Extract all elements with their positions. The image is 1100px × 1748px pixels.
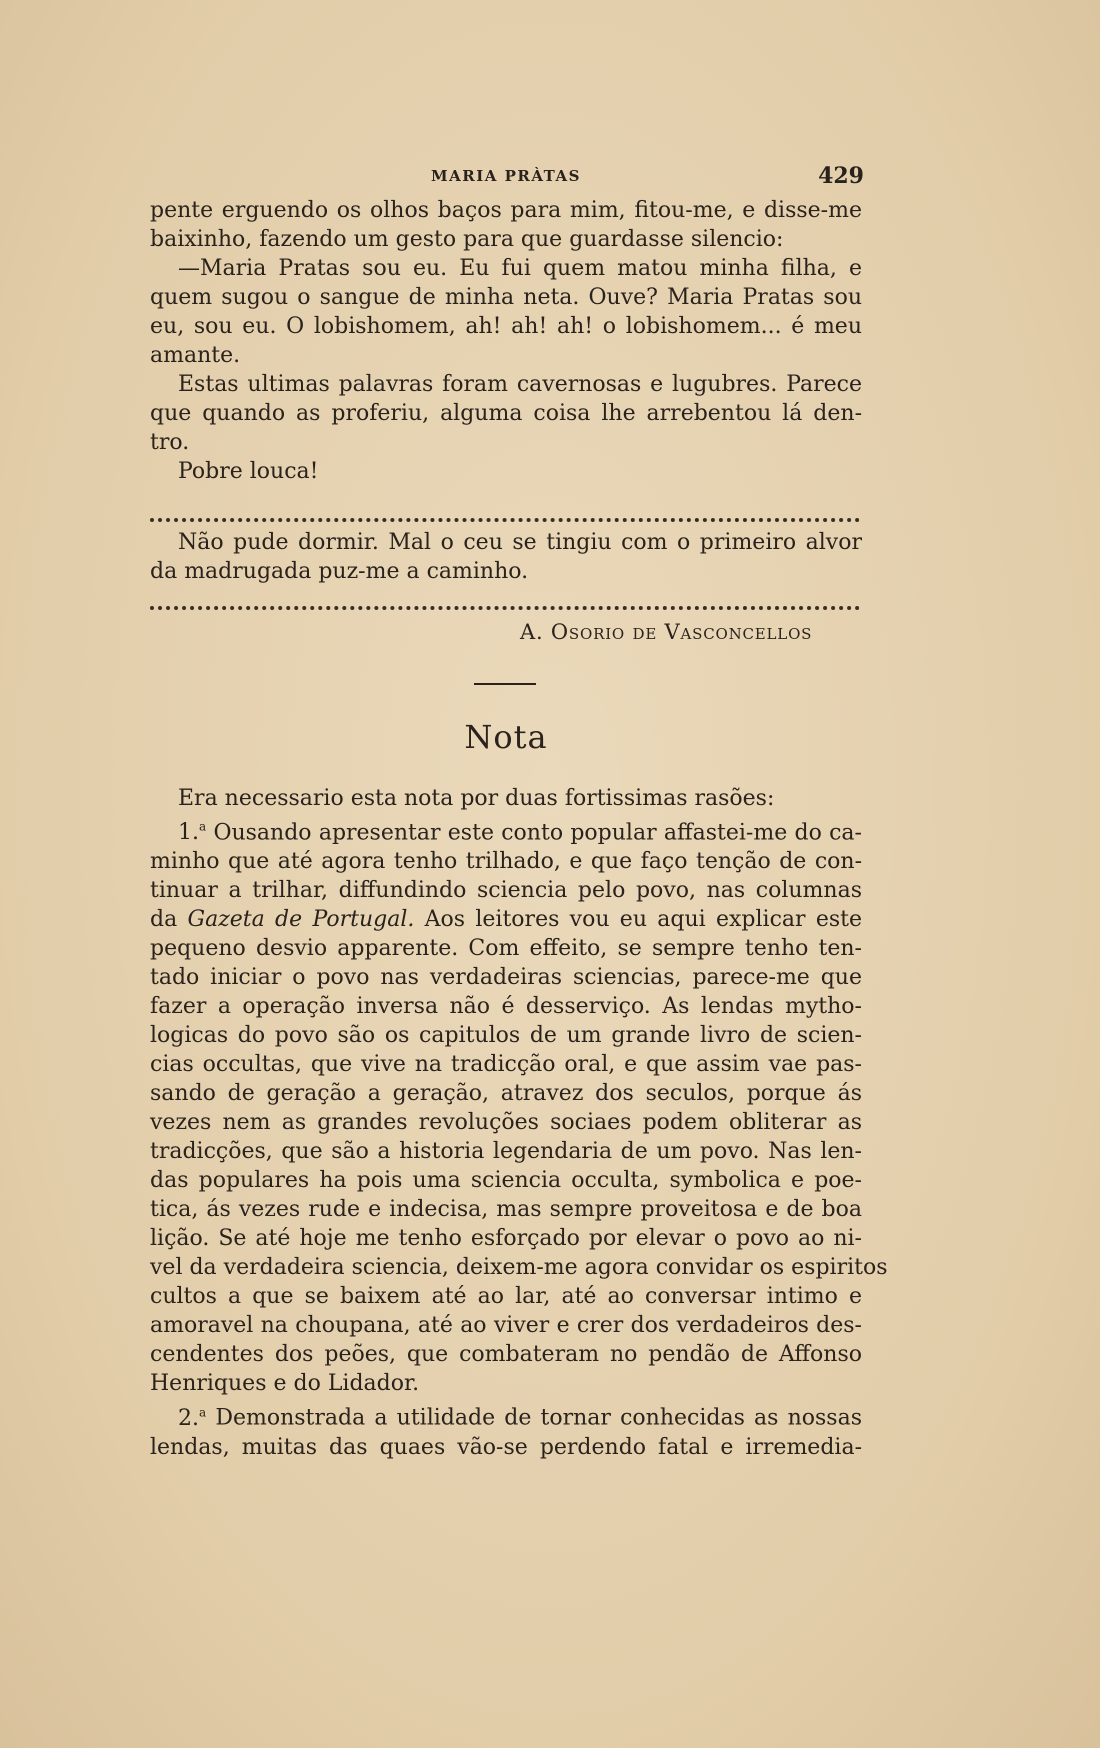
author-signature: A. Osorio de Vasconcellos: [520, 620, 813, 644]
text-line: 2.$^a$ Demonstrada a utilidade de tornar conhecidas as nossas: [178, 1405, 862, 1431]
text-line: amoravel na choupana, até ao viver e crer dos verdadeiros des-: [150, 1313, 862, 1339]
text-line: tinuar a trilhar, diffundindo sciencia pelo povo, nas columnas: [150, 878, 862, 904]
dotted-separator: [150, 596, 860, 610]
text-line: cultos a que se baixem até ao lar, até ao conversar intimo e: [150, 1284, 862, 1310]
running-head: [148, 163, 864, 191]
text-line: eu, sou eu. O lobishomem, ah! ah! ah! o lobishomem... é meu: [150, 314, 862, 339]
page-number: 429: [818, 163, 864, 189]
text-line: tica, ás vezes rude e indecisa, mas sempre proveitosa e de boa: [150, 1197, 862, 1223]
story-text: [150, 196, 862, 486]
text-line: logicas do povo são os capitulos de um grande livro de scien-: [150, 1023, 862, 1049]
text-line: Não pude dormir. Mal o ceu se tingiu com o primeiro alvor: [178, 530, 862, 555]
text-line: amante.: [150, 343, 241, 368]
text-line: pequeno desvio apparente. Com effeito, se sempre tenho ten-: [150, 936, 862, 962]
text-line: que quando as proferiu, alguma coisa lhe arrebentou lá den-: [150, 401, 862, 426]
note-text: [150, 784, 888, 1462]
publication-title: Gazeta de Portugal.: [187, 907, 415, 933]
text-line: Pobre louca!: [178, 459, 319, 484]
running-title: MARIA PRÀTAS: [431, 167, 581, 185]
text-line: da Gazeta de Portugal. Aos leitores vou eu aqui explicar este: [150, 907, 862, 933]
text-line: cendentes dos peões, que combateram no pendão de Affonso: [150, 1342, 862, 1368]
text-line: tradicções, que são a historia legendaria de um povo. Nas len-: [150, 1139, 862, 1165]
ordinal-marker: 2.$^a$: [178, 1405, 207, 1431]
text-line: lendas, muitas das quaes vão-se perdendo fatal e irremedia-: [150, 1434, 862, 1460]
text-line: Estas ultimas palavras foram cavernosas e lugubres. Parece: [178, 372, 862, 397]
text-line: tado iniciar o povo nas verdadeiras sciencias, parece-me que: [150, 965, 862, 991]
ordinal-marker: 1.$^a$: [178, 820, 207, 846]
text-line: minho que até agora tenho trilhado, e que faço tenção de con-: [150, 849, 862, 875]
text-line: baixinho, fazendo um gesto para que guardasse silencio:: [150, 227, 784, 252]
text-line: —Maria Pratas sou eu. Eu fui quem matou minha filha, e: [178, 256, 862, 281]
dotted-separator: [150, 508, 860, 522]
text-line: fazer a operação inversa não é desserviço. As lendas mytho-: [150, 994, 862, 1020]
text-line: Era necessario esta nota por duas fortissimas rasões:: [178, 786, 775, 811]
text-line: lição. Se até hoje me tenho esforçado por elevar o povo ao ni-: [150, 1226, 862, 1252]
text-line: quem sugou o sangue de minha neta. Ouve? Maria Pratas sou: [150, 285, 862, 310]
text-line: Henriques e do Lidador.: [150, 1371, 420, 1397]
text-line: vel da verdadeira sciencia, deixem-me agora convidar os espiritos: [150, 1255, 888, 1281]
text-line: das populares ha pois uma sciencia occulta, symbolica e poe-: [150, 1168, 862, 1194]
closing-text: [150, 528, 862, 586]
text-line: cias occultas, que vive na tradicção oral, e que assim vae pas-: [150, 1052, 862, 1078]
note-heading: Nota: [464, 718, 548, 756]
text-line: sando de geração a geração, atravez dos seculos, porque ás: [150, 1081, 862, 1107]
text-line: da madrugada puz-me a caminho.: [150, 559, 529, 584]
section-rule: [474, 683, 536, 685]
text-line: vezes nem as grandes revoluções sociaes podem obliterar as: [150, 1110, 862, 1136]
text-line: 1.$^a$ Ousando apresentar este conto popular affastei-me do ca-: [178, 820, 862, 846]
text-line: tro.: [150, 430, 190, 455]
text-line: pente erguendo os olhos baços para mim, fitou-me, e disse-me: [150, 198, 862, 223]
